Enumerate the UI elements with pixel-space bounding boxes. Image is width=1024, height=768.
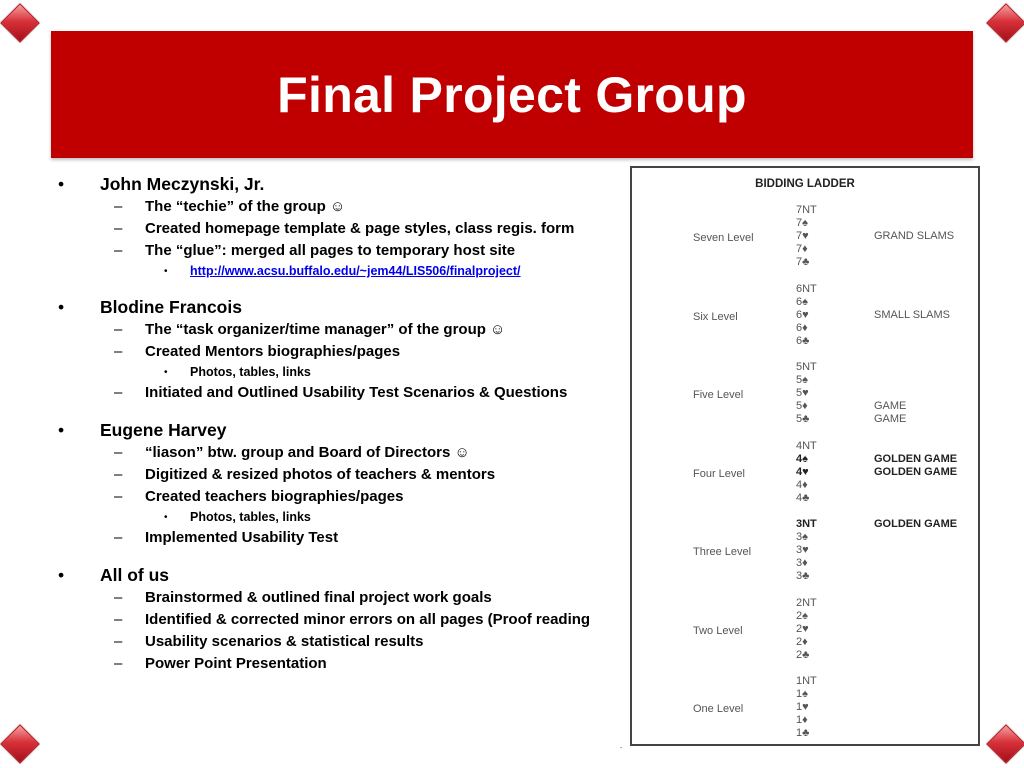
bullet-icon: •: [58, 174, 65, 194]
member-name-text: All of us: [100, 565, 170, 585]
contract-label: GAME: [874, 413, 907, 425]
bullet-icon: •: [58, 297, 65, 317]
bid-entry: 6NT: [796, 282, 817, 295]
bid-entry: 3♦: [796, 557, 808, 569]
task-item: [58, 218, 628, 240]
bid-entry: 4♦: [796, 478, 808, 491]
member-name-text: John Meczynski, Jr.: [100, 174, 265, 194]
bid-entry: 2♦: [796, 635, 808, 648]
task-item: [58, 587, 628, 609]
contract-label: GOLDEN GAME: [874, 465, 958, 478]
sub-item-text: Photos, tables, links: [190, 365, 311, 379]
dash-bullet-icon: –: [114, 488, 123, 505]
bid-entry: 7♠: [796, 217, 808, 229]
corner-diamond-icon: [0, 3, 40, 43]
task-text: Brainstormed & outlined final project work goals: [145, 589, 492, 606]
member-name: [58, 418, 628, 442]
bidding-ladder-image: [630, 166, 980, 746]
corner-diamond-icon: [0, 724, 40, 764]
dash-bullet-icon: –: [114, 589, 123, 606]
contract-label: GOLDEN GAME: [874, 452, 958, 465]
member-name-text: Eugene Harvey: [100, 420, 227, 440]
level-name: Three Level: [693, 546, 752, 558]
bullet-icon: •: [58, 420, 65, 440]
corner-diamond-icon: [986, 724, 1024, 764]
dash-bullet-icon: –: [114, 655, 123, 672]
task-text: Created homepage template & page styles, class regis. form: [145, 220, 575, 237]
bid-column: [796, 361, 817, 426]
bid-entry: 4♠: [796, 452, 808, 465]
member-name: [58, 563, 628, 587]
ladder-level: [632, 361, 978, 439]
contract-label: GRAND SLAMS: [874, 230, 955, 242]
contract-label: GOLDEN GAME: [874, 518, 958, 530]
bid-entry: 3♠: [796, 531, 808, 543]
bid-entry: 1NT: [796, 675, 817, 687]
bid-entry: 1♣: [796, 727, 810, 739]
sub-item: [58, 262, 628, 281]
task-item: [58, 486, 628, 508]
project-url-link[interactable]: http://www.acsu.buffalo.edu/~jem44/LIS506/finalproject/: [190, 264, 521, 278]
member-group: [58, 563, 628, 675]
task-item: [58, 631, 628, 653]
contract-label: GAME: [874, 400, 907, 412]
task-text: The “techie” of the group ☺: [145, 198, 346, 215]
bid-entry: 2♠: [796, 609, 808, 622]
member-name: [58, 172, 628, 196]
level-name: One Level: [693, 703, 744, 715]
task-item: [58, 653, 628, 675]
bid-entry: 6♠: [796, 295, 808, 308]
member-group: [58, 172, 628, 281]
small-bullet-icon: •: [164, 266, 168, 277]
task-text: Initiated and Outlined Usability Test Scenarios & Questions: [145, 384, 568, 401]
bid-entry: 4♣: [796, 491, 810, 504]
dash-bullet-icon: –: [114, 466, 123, 483]
bid-entry: 5NT: [796, 361, 817, 373]
bid-entry: 6♦: [796, 321, 808, 334]
bid-entry: 5♥: [796, 387, 809, 399]
dash-bullet-icon: –: [114, 321, 123, 338]
ladder-level: [632, 518, 978, 596]
member-group: [58, 418, 628, 549]
level-name: Two Level: [693, 624, 743, 637]
dash-bullet-icon: –: [114, 220, 123, 237]
level-name: Five Level: [693, 389, 744, 401]
task-item: [58, 240, 628, 262]
task-text: The “glue”: merged all pages to temporary host site: [145, 242, 516, 259]
task-item: [58, 464, 628, 486]
bid-entry: 7♥: [796, 230, 809, 242]
dash-bullet-icon: –: [114, 633, 123, 650]
task-text: “liason” btw. group and Board of Directors ☺: [145, 444, 470, 461]
ladder-level: [632, 440, 978, 518]
bid-entry: 7♣: [796, 256, 810, 268]
dash-bullet-icon: –: [114, 444, 123, 461]
bullet-list: [58, 172, 628, 689]
small-bullet-icon: •: [164, 512, 168, 523]
level-name: Four Level: [693, 467, 745, 480]
bid-entry: 1♠: [796, 688, 808, 700]
bid-column: [796, 675, 817, 740]
bid-entry: 6♣: [796, 334, 810, 347]
task-text: Created teachers biographies/pages: [145, 488, 404, 505]
level-name: Six Level: [693, 310, 738, 323]
bid-entry: 2♣: [796, 648, 810, 661]
task-item: [58, 527, 628, 549]
dash-bullet-icon: –: [114, 242, 123, 259]
member-group: [58, 295, 628, 404]
sub-item: [58, 363, 628, 382]
task-text: Created Mentors biographies/pages: [145, 343, 401, 360]
bid-entry: 3♣: [796, 570, 810, 582]
bid-entry: 4♥: [796, 465, 809, 478]
task-item: [58, 609, 628, 631]
bid-entry: 5♠: [796, 374, 808, 386]
corner-diamond-icon: [986, 3, 1024, 43]
bid-entry: 5♣: [796, 413, 810, 425]
bid-entry: 3♥: [796, 544, 809, 556]
level-name: Seven Level: [693, 232, 754, 244]
bid-entry: 5♦: [796, 400, 808, 412]
task-text: Power Point Presentation: [145, 655, 327, 672]
small-bullet-icon: •: [164, 367, 168, 378]
sub-item: [58, 508, 628, 527]
slide-title: Final Project Group: [277, 66, 747, 123]
dash-bullet-icon: –: [114, 611, 123, 628]
task-item: [58, 319, 628, 341]
bid-column: [796, 440, 817, 505]
bid-entry: 1♥: [796, 701, 809, 713]
task-item: [58, 442, 628, 464]
dash-bullet-icon: –: [114, 529, 123, 546]
task-text: Usability scenarios & statistical results: [145, 633, 424, 650]
bid-entry: 2♥: [796, 622, 809, 635]
footnote-mark: -: [620, 745, 623, 752]
title-banner: [51, 31, 973, 158]
ladder-level: [632, 675, 978, 746]
bid-entry: 6♥: [796, 308, 809, 321]
ladder-level: [632, 597, 978, 675]
bid-entry: 3NT: [796, 518, 817, 530]
bid-column: [796, 283, 817, 348]
task-text: Implemented Usability Test: [145, 529, 339, 546]
task-item: [58, 341, 628, 363]
ladder-level: [632, 283, 978, 361]
bid-entry: 1♦: [796, 714, 808, 726]
bid-entry: 7NT: [796, 204, 817, 216]
task-text: The “task organizer/time manager” of the group ☺: [145, 321, 506, 338]
bid-entry: 7♦: [796, 243, 808, 255]
ladder-title: BIDDING LADDER: [755, 178, 855, 190]
member-name-text: Blodine Francois: [100, 297, 242, 317]
task-item: [58, 196, 628, 218]
bullet-icon: •: [58, 565, 65, 585]
task-item: [58, 382, 628, 404]
bid-column: [796, 518, 817, 583]
task-text: Digitized & resized photos of teachers & mentors: [145, 466, 496, 483]
member-name: [58, 295, 628, 319]
contract-label: SMALL SLAMS: [874, 308, 951, 321]
bid-column: [796, 597, 817, 662]
bid-column: [796, 204, 817, 269]
task-text: Identified & corrected minor errors on all pages (Proof reading: [145, 611, 591, 628]
sub-item-text: Photos, tables, links: [190, 510, 311, 524]
dash-bullet-icon: –: [114, 198, 123, 215]
dash-bullet-icon: –: [114, 343, 123, 360]
bid-entry: 2NT: [796, 596, 817, 609]
dash-bullet-icon: –: [114, 384, 123, 401]
bid-entry: 4NT: [796, 439, 817, 452]
ladder-level: [632, 204, 978, 282]
